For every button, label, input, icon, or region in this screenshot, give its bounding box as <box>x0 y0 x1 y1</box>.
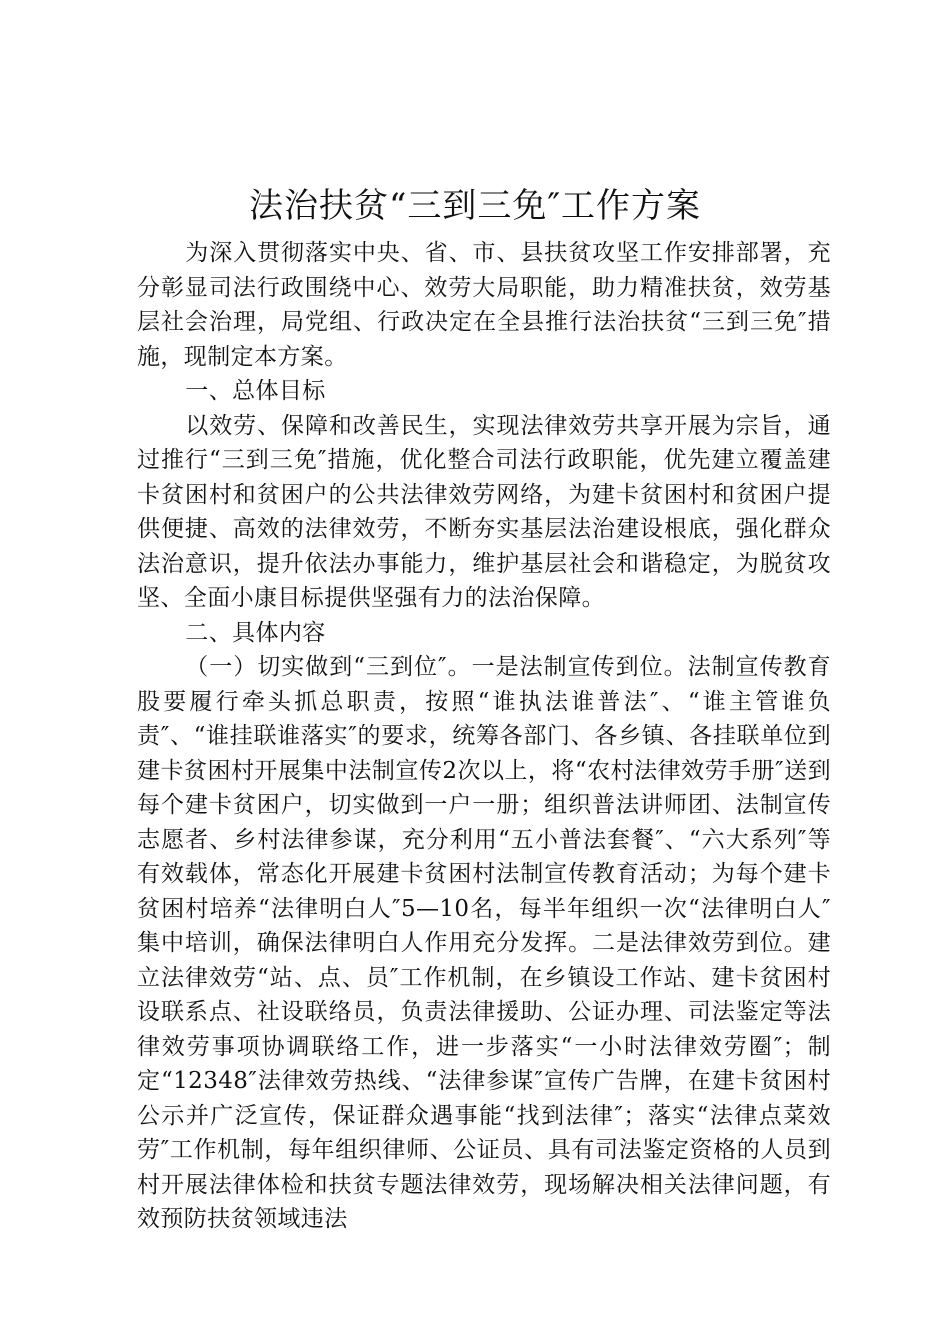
document-body <box>137 236 831 1237</box>
document-title: 法治扶贫“三到三免″工作方案 <box>248 186 702 226</box>
overall-goal-paragraph: 以效劳、保障和改善民生，实现法律效劳共享开展为宗旨，通过推行“三到三免″措施，优化整合司法行政职能，优先建立覆盖建卡贫困村和贫困户的公共法律效劳网络，为建卡贫困村和贫困户提供便捷、高效的法律效劳，不断夯实基层法治建设根底，强化群众法治意识，提升依法办事能力，维护基层社会和谐稳定，为脱贫攻坚、全面小康目标提供坚强有力的法治保障。 <box>137 412 831 611</box>
section-heading-overall-goal: 一、总体目标 <box>185 378 326 404</box>
intro-paragraph: 为深入贯彻落实中央、省、市、县扶贫攻坚工作安排部署，充分彰显司法行政围绕中心、效劳大局职能，助力精准扶贫，效劳基层社会治理，局党组、行政决定在全县推行法治扶贫“三到三免″措施，现制定本方案。 <box>137 240 831 370</box>
section-heading-specific-content: 二、具体内容 <box>185 619 326 646</box>
specific-content-paragraph: （一）切实做到“三到位″。一是法制宣传到位。法制宣传教育股要履行牵头抓总职责，按照“谁执法谁普法″、“谁主管谁负责″、“谁挂联谁落实″的要求，统筹各部门、各乡镇、各挂联单位到建卡贫困村开展集中法制宣传2次以上，将“农村法律效劳手册″送到每个建卡贫困户，切实做到一户一册；组织普法讲师团、法制宣传志愿者、乡村法律参谋，充分利用“五小普法套餐″、“六大系列″等有效载体，常态化开展建卡贫困村法制宣传教育活动；为每个建卡贫困村培养“法律明白人″5—10名，每半年组织一次“法律明白人″集中培训，确保法律明白人作用充分发挥。二是法律效劳到位。建立法律效劳“站、点、员″工作机制，在乡镇设工作站、建卡贫困村设联系点、社设联络员，负责法律援助、公证办理、司法鉴定等法律效劳事项协调联络工作，进一步落实“一小时法律效劳圈″；制定“12348″法律效劳热线、“法律参谋″宣传广告牌，在建卡贫困村公示并广泛宣传，保证群众遇事能“找到法律″；落实“法律点菜效劳″工作机制，每年组织律师、公证员、具有司法鉴定资格的人员到村开展法律体检和扶贫专题法律效劳，现场解决相关法律问题，有效预防扶贫领域违法 <box>137 654 831 1232</box>
